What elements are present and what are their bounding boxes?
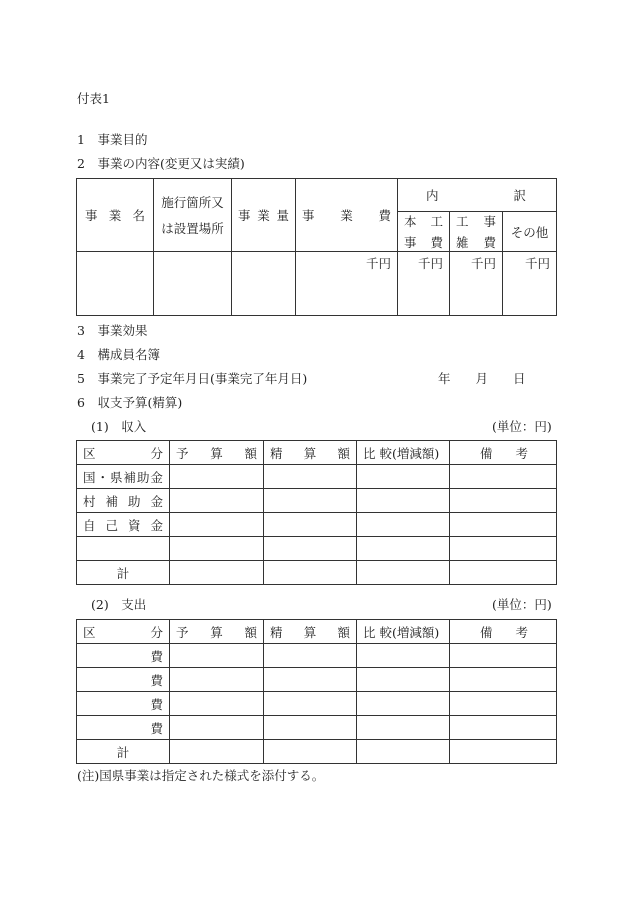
cell-misc-cost-unit: 千円 [450, 252, 503, 316]
income-header-comparison: 比 較(増減額) [357, 441, 450, 465]
cell-project-name [77, 252, 154, 316]
income-unit: (単位：円) [492, 419, 552, 434]
expense-row [77, 692, 557, 716]
income-row [77, 465, 557, 489]
income-row [77, 489, 557, 513]
expense-total-label: 計 [77, 740, 170, 764]
expense-header-remarks: 備 考 [450, 620, 557, 644]
income-row [77, 537, 557, 561]
header-other: その他 [503, 212, 557, 252]
income-label-own-funds: 自 己 資 金 [77, 513, 170, 537]
income-label-subsidy-national-pref: 国 ・ 県 補 助 金 [77, 465, 170, 489]
cell-other-unit: 千円 [503, 252, 557, 316]
footnote: (注)国県事業は指定された様式を添付する。 [77, 768, 325, 783]
expense-unit: (単位：円) [492, 597, 552, 612]
expense-title: (2) 支出 [91, 597, 147, 612]
cell-quantity [232, 252, 296, 316]
section-content: 2 事業の内容(変更又は実績) [77, 156, 245, 171]
income-table [76, 440, 557, 585]
header-location: 施行箇所又 は設置場所 [154, 179, 232, 252]
header-misc-construction-cost: 工 事 雑 費 [450, 212, 503, 252]
income-total-label: 計 [77, 561, 170, 585]
header-main-construction-cost: 本 工 事 費 [398, 212, 450, 252]
header-breakdown: 内 訳 [398, 179, 557, 212]
content-table [76, 178, 557, 316]
expense-header-comparison: 比 較(増減額) [357, 620, 450, 644]
income-total-row [77, 561, 557, 585]
expense-total-row [77, 740, 557, 764]
section-purpose: 1 事業目的 [77, 132, 148, 147]
expense-header-budget: 予 算 額 [170, 620, 264, 644]
cell-main-cost-unit: 千円 [398, 252, 450, 316]
header-project-name: 事 業 名 [77, 179, 154, 252]
income-header-budget: 予 算 額 [170, 441, 264, 465]
income-header-kubun: 区 分 [77, 441, 170, 465]
expense-header-settlement: 精 算 額 [264, 620, 357, 644]
section-effect: 3 事業効果 [77, 323, 148, 338]
expense-header-kubun: 区 分 [77, 620, 170, 644]
expense-row [77, 644, 557, 668]
cell-location [154, 252, 232, 316]
section-members: 4 構成員名簿 [77, 347, 160, 362]
income-row [77, 513, 557, 537]
income-header-remarks: 備 考 [450, 441, 557, 465]
section-budget: 6 収支予算(精算) [77, 395, 183, 410]
income-header-row [77, 441, 557, 465]
income-title: (1) 収入 [91, 419, 147, 434]
expense-row [77, 716, 557, 740]
header-quantity: 事 業 量 [232, 179, 296, 252]
header-cost: 事 業 費 [296, 179, 398, 252]
expense-row [77, 668, 557, 692]
expense-header-row [77, 620, 557, 644]
income-label-subsidy-village: 村 補 助 金 [77, 489, 170, 513]
expense-label: 費 [77, 644, 170, 668]
expense-label: 費 [77, 668, 170, 692]
section-completion-date: 5 事業完了予定年月日(事業完了年月日) [77, 371, 308, 386]
expense-table [76, 619, 557, 764]
expense-label: 費 [77, 716, 170, 740]
expense-label: 費 [77, 692, 170, 716]
completion-date-fields: 年 月 日 [438, 371, 526, 386]
cell-cost-unit: 千円 [296, 252, 398, 316]
page-heading: 付表1 [77, 91, 110, 106]
income-header-settlement: 精 算 額 [264, 441, 357, 465]
